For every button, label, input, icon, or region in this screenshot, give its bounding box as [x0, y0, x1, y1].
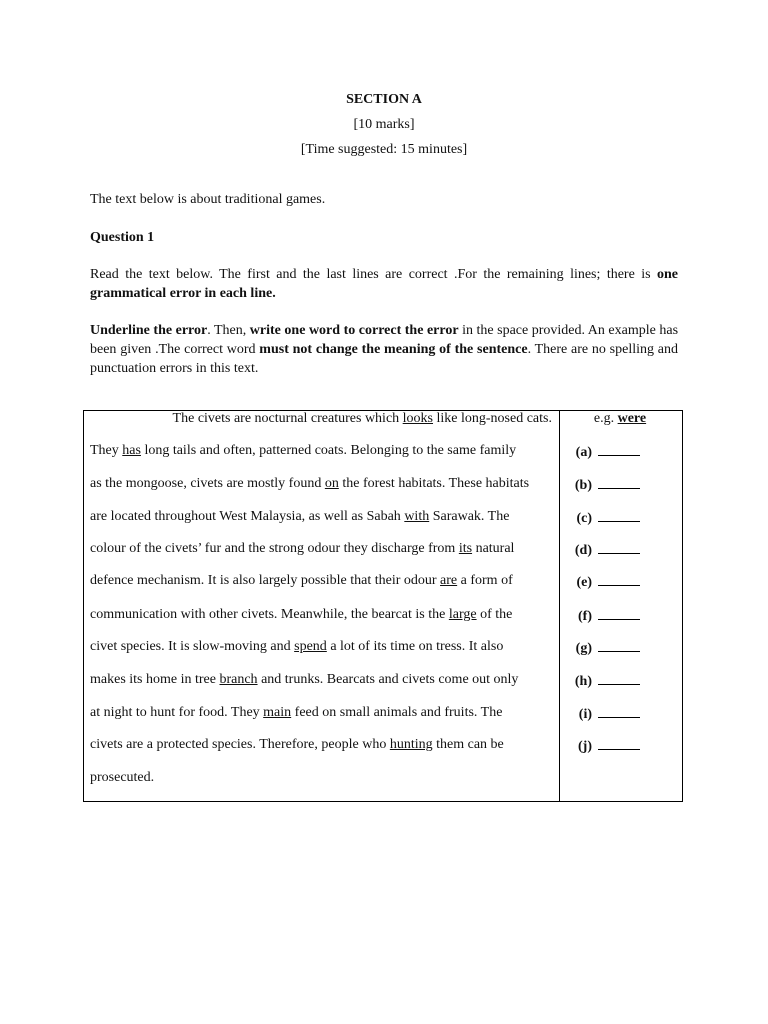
answer-slot-d[interactable]: (d) — [564, 541, 686, 559]
instruction-emphasis: must not change the meaning of the sentence — [259, 342, 528, 357]
text-line: The civets are nocturnal creatures which looks like long-nosed cats. — [172, 411, 552, 426]
answer-slot-c[interactable]: (c) — [564, 509, 686, 527]
text-line: are located throughout West Malaysia, as well as Sabah with Sarawak. The — [90, 509, 510, 524]
answer-blank[interactable] — [598, 509, 640, 522]
text-line: at night to hunt for food. They main feed on small animals and fruits. The — [90, 705, 503, 720]
text-line: defence mechanism. It is also largely possible that their odour are a form of — [90, 573, 513, 588]
instruction-text: Read the text below. The first and the last lines are correct .For the remaining lines; there is — [90, 267, 657, 282]
answer-blank[interactable] — [598, 476, 640, 489]
example-answer-word: were — [617, 411, 647, 426]
text-line: prosecuted. — [90, 770, 155, 785]
intro-text: The text below is about traditional games. — [90, 192, 326, 207]
instruction-emphasis: write one word to correct the error — [249, 323, 459, 338]
answer-blank[interactable] — [598, 639, 640, 652]
error-correction-table — [83, 410, 683, 802]
instruction-text: . There are no spelling and punctuation errors in this text. — [90, 342, 678, 376]
instruction-emphasis: Underline the error — [90, 323, 208, 338]
answer-blank[interactable] — [598, 443, 640, 456]
instruction-paragraph-2 — [90, 321, 678, 378]
answer-slot-e[interactable]: (e) — [564, 573, 686, 591]
error-word: with — [404, 509, 430, 524]
answer-slot-h[interactable]: (h) — [564, 672, 686, 690]
error-word: its — [458, 541, 473, 556]
error-word: main — [263, 705, 292, 720]
error-word: large — [448, 607, 477, 622]
instruction-paragraph-1 — [90, 265, 678, 303]
text-line: communication with other civets. Meanwhile, the bearcat is the large of the — [90, 607, 513, 622]
error-word: looks — [402, 411, 434, 426]
answer-blank[interactable] — [598, 607, 640, 620]
section-marks: [10 marks] — [353, 117, 415, 132]
answer-slot-g[interactable]: (g) — [564, 639, 686, 657]
error-word: hunting — [389, 737, 433, 752]
time-suggested: [Time suggested: 15 minutes] — [300, 142, 468, 157]
error-word: has — [122, 443, 141, 458]
answer-blank[interactable] — [598, 672, 640, 685]
text-line: as the mongoose, civets are mostly found on the forest habitats. These habitats — [90, 476, 530, 491]
instruction-text: . Then, — [207, 323, 250, 338]
instruction-text: in the space provided. An example has been given .The correct word — [90, 323, 679, 357]
error-word: branch — [219, 672, 258, 687]
answer-slot-b[interactable]: (b) — [564, 476, 686, 494]
section-title: SECTION A — [346, 92, 422, 107]
instruction-emphasis: one grammatical error in each line. — [90, 267, 678, 301]
answer-blank[interactable] — [598, 705, 640, 718]
column-divider — [559, 411, 560, 801]
example-answer: e.g. were — [593, 411, 647, 426]
error-word: are — [440, 573, 458, 588]
text-line: makes its home in tree branch and trunks. Bearcats and civets come out only — [90, 672, 519, 687]
answer-slot-j[interactable]: (j) — [564, 737, 686, 755]
answer-blank[interactable] — [598, 541, 640, 554]
answer-blank[interactable] — [598, 573, 640, 586]
error-word: spend — [294, 639, 327, 654]
question-title: Question 1 — [90, 230, 155, 245]
answer-slot-a[interactable]: (a) — [564, 443, 686, 461]
text-line: colour of the civets’ fur and the strong odour they discharge from its natural — [90, 541, 515, 556]
answer-slot-f[interactable]: (f) — [564, 607, 686, 625]
error-word: on — [324, 476, 339, 491]
answer-blank[interactable] — [598, 737, 640, 750]
text-line: civet species. It is slow-moving and spend a lot of its time on tress. It also — [90, 639, 504, 654]
answer-slot-i[interactable]: (i) — [564, 705, 686, 723]
text-line: civets are a protected species. Therefore, people who hunting them can be — [90, 737, 504, 752]
text-line: They has long tails and often, patterned coats. Belonging to the same family — [90, 443, 517, 458]
